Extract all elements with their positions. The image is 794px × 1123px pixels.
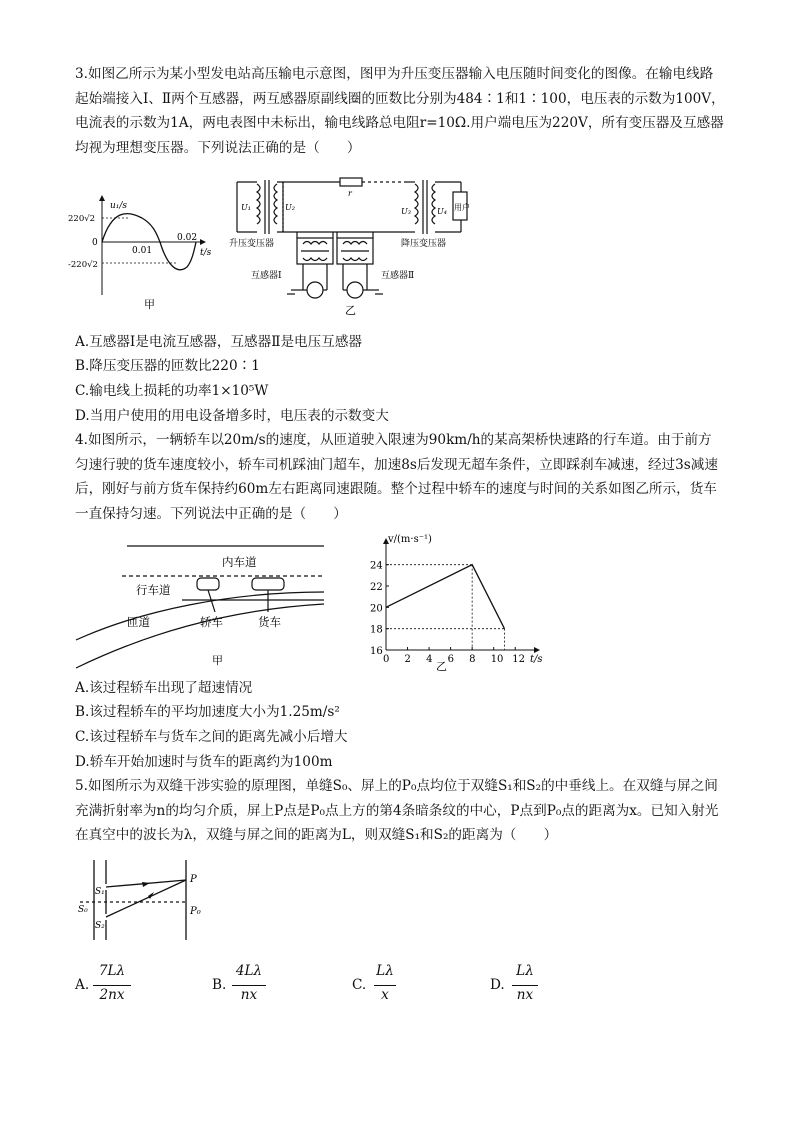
label-s0: S₀: [78, 905, 88, 915]
vt-xlabel: t/s: [530, 654, 543, 665]
vt-x-tick-label: 6: [447, 654, 454, 665]
q5-double-slit-diagram: [76, 856, 206, 946]
vt-y-tick-label: 22: [370, 582, 383, 593]
label-ramp: 匝道: [127, 615, 150, 629]
q4-road-diagram: [72, 540, 332, 670]
fraction-bar: [512, 985, 538, 986]
q3-stem: 3.如图乙所示为某小型发电站高压输电示意图，图甲为升压变压器输入电压随时间变化的图像。在输电线路起始端接入Ⅰ、Ⅱ两个互感器，两互感器原副线圈的匝数比分别为484∶1和1∶100，电压表的示数为100V，电流表的示数为1A，两电表图中未标出，输电线路总电阻r=10Ω.用户端电压为220V，所有变压器及互感器均视为理想变压器。下列说法正确的是（ ）: [75, 66, 725, 156]
q3-voltage-graph: [68, 185, 212, 325]
q5-stem: 5.如图所示为双缝干涉实验的原理图，单缝S₀、屏上的P₀点均位于双缝S₁和S₂的中垂线上。在双缝与屏之间充满折射率为n的均匀介质，屏上P点是P₀点上方的第4条暗条纹的中心，P点到P₀点的距离为x。已知入射光在真空中的波长为λ，双缝与屏之间的距离为L，则双缝S₁和S₂的距离为（ ）: [75, 778, 719, 843]
label-u2: U₂: [285, 203, 295, 212]
option-label: D.: [490, 977, 505, 993]
q3-option-d[interactable]: D.当用户使用的用电设备增多时，电压表的示数变大: [75, 408, 389, 424]
label-u4: U₄: [437, 207, 447, 216]
graph-caption: 甲: [144, 298, 155, 311]
q3-option-a[interactable]: A.互感器Ⅰ是电流互感器，互感器Ⅱ是电压互感器: [75, 334, 363, 350]
option-denominator: nx: [516, 987, 534, 1003]
label-s2: S₂: [95, 921, 105, 931]
label-driving-lane: 行车道: [136, 583, 171, 597]
label-step-up: 升压变压器: [229, 239, 275, 249]
label-ct2: 互感器Ⅱ: [381, 271, 415, 281]
vt-x-tick-label: 2: [404, 654, 411, 665]
q4-option-d[interactable]: D.轿车开始加速时与货车的距离约为100m: [75, 754, 333, 770]
fraction-bar: [232, 985, 266, 986]
label-step-down: 降压变压器: [401, 239, 447, 249]
label-p0: P₀: [190, 906, 201, 917]
option-denominator: 2nx: [99, 987, 125, 1003]
q4-option-a[interactable]: A.该过程轿车出现了超速情况: [75, 680, 253, 696]
option-label: C.: [352, 977, 367, 993]
option-label: B.: [212, 977, 227, 993]
label-ct1: 互感器Ⅰ: [251, 271, 282, 281]
graph-zero: 0: [92, 238, 98, 248]
option-numerator: Lλ: [376, 963, 394, 979]
label-u1: U₁: [241, 203, 251, 212]
label-r: r: [348, 189, 352, 198]
label-s1: S₁: [95, 887, 105, 897]
vt-ylabel: v/(m·s⁻¹): [388, 534, 432, 545]
graph-xlabel: t/s: [200, 248, 212, 258]
vt-x-arrow: [534, 647, 540, 653]
vt-x-tick-label: 10: [490, 654, 504, 665]
label-p: P: [190, 874, 197, 885]
vt-x-tick-label: 4: [426, 654, 433, 665]
label-load: 用户: [454, 203, 470, 212]
option-label: A.: [75, 977, 90, 993]
label-truck: 货车: [258, 615, 281, 629]
vt-y-tick-label: 24: [370, 560, 383, 572]
label-u3: U₃: [401, 207, 411, 216]
vt-x-tick-label: 0: [383, 654, 390, 665]
label-inner-lane: 内车道: [222, 555, 257, 569]
vt-x-tick-label: 8: [469, 654, 476, 665]
graph-yneg: -220√2: [68, 260, 98, 270]
option-denominator: x: [381, 987, 389, 1003]
fraction-bar: [93, 985, 131, 986]
q4-vt-chart: [360, 532, 550, 673]
vt-y-tick-label: 18: [370, 624, 383, 636]
vt-caption: 乙: [436, 660, 447, 673]
option-denominator: nx: [240, 987, 258, 1003]
option-numerator: 7Lλ: [98, 963, 126, 979]
circuit-caption: 乙: [345, 304, 356, 317]
vt-x-tick-label: 12: [512, 654, 525, 665]
vt-series-line: [386, 565, 504, 629]
q3-option-c[interactable]: C.输电线上损耗的功率1×10⁵W: [75, 383, 269, 399]
option-numerator: Lλ: [516, 963, 534, 979]
q4-option-b[interactable]: B.该过程轿车的平均加速度大小为1.25m/s²: [75, 704, 340, 720]
q4-option-c[interactable]: C.该过程轿车与货车之间的距离先减小后增大: [75, 729, 348, 745]
vt-y-tick-label: 16: [370, 646, 383, 657]
road-caption: 甲: [212, 654, 223, 667]
q3-circuit-diagram: [225, 172, 485, 320]
vt-y-tick-label: 20: [370, 603, 383, 615]
graph-t2: 0.02: [177, 233, 198, 243]
q4-stem: 4.如图所示，一辆轿车以20m/s的速度，从匝道驶入限速为90km/h的某高架桥快速路的行车道。由于前方匀速行驶的货车速度较小，轿车司机踩油门超车，加速8s后发现无超车条件，立即踩刹车减速，经过3s减速后，刚好与前方货车保持约60m左右距离同速跟随。整个过程中轿车的速度与时间的关系如图乙所示，货车一直保持匀速。下列说法中正确的是（ ）: [75, 432, 718, 522]
graph-t1: 0.01: [132, 246, 153, 256]
option-numerator: 4Lλ: [235, 963, 263, 979]
q3-option-b[interactable]: B.降压变压器的匝数比220∶1: [75, 358, 260, 374]
graph-ylabel: u₁/s: [110, 201, 128, 211]
fraction-bar: [374, 985, 396, 986]
graph-ypos: 220√2: [68, 214, 96, 224]
label-car: 轿车: [200, 615, 223, 629]
